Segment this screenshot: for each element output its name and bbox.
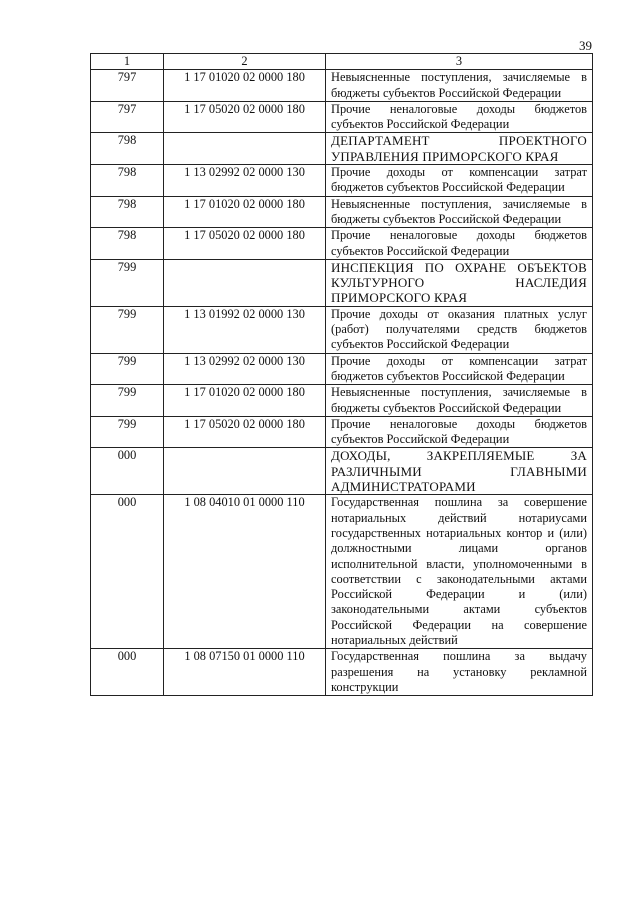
description-cell: ДОХОДЫ, ЗАКРЕПЛЯЕМЫЕ ЗА РАЗЛИЧНЫМИ ГЛАВНЫМИ АДМИНИСТРАТОРАМИ [326, 448, 593, 495]
description-cell: Прочие доходы от компенсации затрат бюджетов субъектов Российской Федерации [326, 353, 593, 385]
column-header-3: 3 [326, 54, 593, 70]
admin-code-cell: 799 [91, 416, 164, 448]
description-cell: Невыясненные поступления, зачисляемые в бюджеты субъектов Российской Федерации [326, 196, 593, 228]
admin-code-cell: 798 [91, 165, 164, 197]
budget-code-cell [164, 448, 326, 495]
description-cell: Государственная пошлина за совершение нотариальных действий нотариусами государственных нотариальных контор и (или) должностными лицами органов исполнительной власти, уполномоченными в соответствии с законодательными актами Российской Федерации и (или) законодательными актами субъектов Российской Федерации на совершение нотариальных действий [326, 495, 593, 649]
admin-code-cell: 799 [91, 353, 164, 385]
description-cell: ДЕПАРТАМЕНТ ПРОЕКТНОГО УПРАВЛЕНИЯ ПРИМОРСКОГО КРАЯ [326, 133, 593, 165]
admin-code-cell: 798 [91, 133, 164, 165]
column-header-2: 2 [164, 54, 326, 70]
budget-code-cell: 1 17 01020 02 0000 180 [164, 196, 326, 228]
description-cell: Государственная пошлина за выдачу разрешения на установку рекламной конструкции [326, 649, 593, 696]
description-cell: ИНСПЕКЦИЯ ПО ОХРАНЕ ОБЪЕКТОВ КУЛЬТУРНОГО НАСЛЕДИЯ ПРИМОРСКОГО КРАЯ [326, 259, 593, 306]
description-cell: Невыясненные поступления, зачисляемые в бюджеты субъектов Российской Федерации [326, 70, 593, 102]
table-header-row [91, 54, 593, 70]
description-cell: Прочие доходы от оказания платных услуг (работ) получателями средств бюджетов субъектов Российской Федерации [326, 306, 593, 353]
budget-code-cell: 1 17 05020 02 0000 180 [164, 416, 326, 448]
budget-code-cell: 1 17 05020 02 0000 180 [164, 101, 326, 133]
description-cell: Прочие неналоговые доходы бюджетов субъектов Российской Федерации [326, 228, 593, 260]
description-cell: Невыясненные поступления, зачисляемые в бюджеты субъектов Российской Федерации [326, 385, 593, 417]
table-row [91, 448, 593, 495]
budget-code-cell: 1 17 05020 02 0000 180 [164, 228, 326, 260]
table-row [91, 133, 593, 165]
admin-code-cell: 797 [91, 101, 164, 133]
budget-code-cell: 1 17 01020 02 0000 180 [164, 385, 326, 417]
description-cell: Прочие неналоговые доходы бюджетов субъектов Российской Федерации [326, 416, 593, 448]
admin-code-cell: 798 [91, 196, 164, 228]
budget-code-cell: 1 17 01020 02 0000 180 [164, 70, 326, 102]
budget-code-cell: 1 13 01992 02 0000 130 [164, 306, 326, 353]
budget-code-cell: 1 13 02992 02 0000 130 [164, 165, 326, 197]
budget-code-cell: 1 13 02992 02 0000 130 [164, 353, 326, 385]
table-row [91, 259, 593, 306]
table-row [91, 165, 593, 197]
admin-code-cell: 799 [91, 259, 164, 306]
table-row [91, 101, 593, 133]
table-row [91, 416, 593, 448]
table-row [91, 306, 593, 353]
budget-code-cell [164, 259, 326, 306]
table-row [91, 353, 593, 385]
page-number: 39 [579, 38, 592, 53]
admin-code-cell: 799 [91, 306, 164, 353]
admin-code-cell: 798 [91, 228, 164, 260]
budget-code-cell [164, 133, 326, 165]
table-row [91, 495, 593, 649]
admin-code-cell: 797 [91, 70, 164, 102]
table-row [91, 385, 593, 417]
revenue-table [90, 53, 593, 696]
description-cell: Прочие неналоговые доходы бюджетов субъектов Российской Федерации [326, 101, 593, 133]
column-header-1: 1 [91, 54, 164, 70]
admin-code-cell: 000 [91, 649, 164, 696]
budget-code-cell: 1 08 07150 01 0000 110 [164, 649, 326, 696]
budget-code-cell: 1 08 04010 01 0000 110 [164, 495, 326, 649]
table-row [91, 70, 593, 102]
admin-code-cell: 000 [91, 448, 164, 495]
table-row [91, 196, 593, 228]
admin-code-cell: 799 [91, 385, 164, 417]
description-cell: Прочие доходы от компенсации затрат бюджетов субъектов Российской Федерации [326, 165, 593, 197]
table-row [91, 649, 593, 696]
table-row [91, 228, 593, 260]
admin-code-cell: 000 [91, 495, 164, 649]
